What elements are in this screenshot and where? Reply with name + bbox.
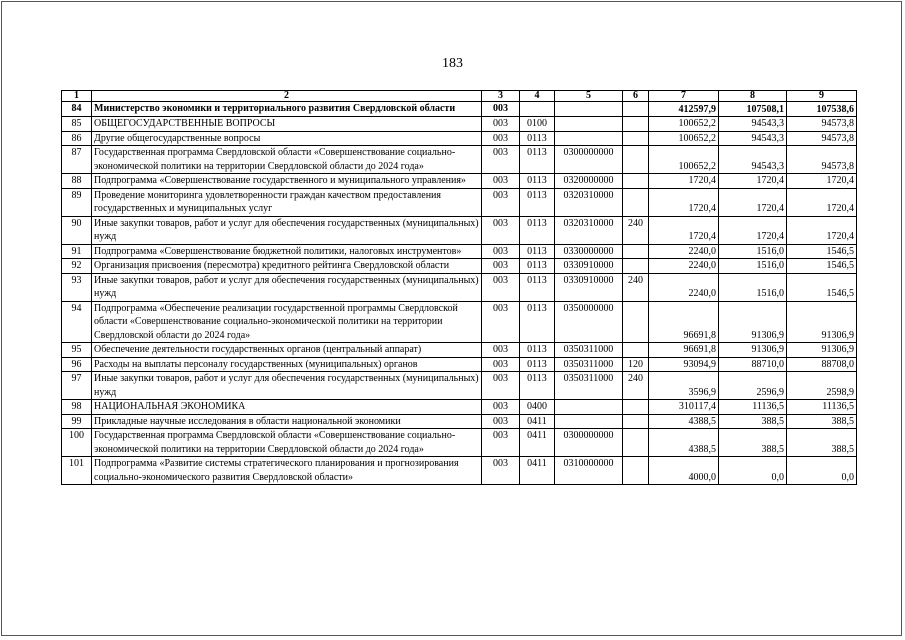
column-header: 6: [623, 91, 649, 102]
row-name: Подпрограмма «Развитие системы стратегического планирования и прогнозирования социально-экономического развития Свердловской области»: [92, 457, 482, 485]
target-article-code: 0330000000: [555, 244, 623, 259]
section-code: 0411: [520, 429, 555, 457]
row-number: 97: [62, 372, 92, 400]
table-row: [62, 188, 857, 216]
amount-col-9: 1720,4: [787, 174, 857, 189]
expense-type-code: [623, 457, 649, 485]
section-code: 0113: [520, 244, 555, 259]
amount-col-7: 1720,4: [649, 216, 719, 244]
expense-type-code: [623, 414, 649, 429]
row-name: Другие общегосударственные вопросы: [92, 131, 482, 146]
expense-type-code: 240: [623, 216, 649, 244]
row-number: 92: [62, 259, 92, 274]
chapter-code: 003: [482, 457, 520, 485]
column-header: 3: [482, 91, 520, 102]
row-name: Государственная программа Свердловской области «Совершенствование социально-экономической политики на территории Свердловской области до 2024 года»: [92, 429, 482, 457]
amount-col-7: 2240,0: [649, 244, 719, 259]
section-code: 0400: [520, 400, 555, 415]
chapter-code: 003: [482, 216, 520, 244]
amount-col-7: 4388,5: [649, 429, 719, 457]
table-row: [62, 146, 857, 174]
target-article-code: 0300000000: [555, 429, 623, 457]
row-number: 84: [62, 102, 92, 117]
row-number: 93: [62, 273, 92, 301]
amount-col-9: 88708,0: [787, 357, 857, 372]
amount-col-8: 1720,4: [719, 188, 787, 216]
row-name: Иные закупки товаров, работ и услуг для обеспечения государственных (муниципальных) нужд: [92, 273, 482, 301]
chapter-code: 003: [482, 372, 520, 400]
amount-col-8: 11136,5: [719, 400, 787, 415]
chapter-code: 003: [482, 117, 520, 132]
row-number: 100: [62, 429, 92, 457]
table-row: [62, 372, 857, 400]
amount-col-8: 1516,0: [719, 259, 787, 274]
target-article-code: 0330910000: [555, 273, 623, 301]
amount-col-8: 94543,3: [719, 131, 787, 146]
amount-col-9: 94573,8: [787, 117, 857, 132]
row-number: 95: [62, 343, 92, 358]
row-name: Иные закупки товаров, работ и услуг для обеспечения государственных (муниципальных) нужд: [92, 216, 482, 244]
column-header: 1: [62, 91, 92, 102]
section-code: 0411: [520, 414, 555, 429]
target-article-code: 0320000000: [555, 174, 623, 189]
table-row: [62, 273, 857, 301]
chapter-code: 003: [482, 131, 520, 146]
amount-col-7: 100652,2: [649, 131, 719, 146]
table-row: [62, 216, 857, 244]
column-header: 8: [719, 91, 787, 102]
amount-col-7: 96691,8: [649, 301, 719, 343]
chapter-code: 003: [482, 414, 520, 429]
amount-col-8: 91306,9: [719, 301, 787, 343]
target-article-code: 0350311000: [555, 372, 623, 400]
amount-col-8: 388,5: [719, 429, 787, 457]
expense-type-code: [623, 301, 649, 343]
row-number: 91: [62, 244, 92, 259]
row-name: Расходы на выплаты персоналу государственных (муниципальных) органов: [92, 357, 482, 372]
amount-col-8: 0,0: [719, 457, 787, 485]
target-article-code: 0310000000: [555, 457, 623, 485]
row-number: 96: [62, 357, 92, 372]
row-name: Подпрограмма «Совершенствование бюджетной политики, налоговых инструментов»: [92, 244, 482, 259]
amount-col-9: 91306,9: [787, 301, 857, 343]
amount-col-8: 1720,4: [719, 174, 787, 189]
amount-col-7: 1720,4: [649, 174, 719, 189]
row-number: 86: [62, 131, 92, 146]
section-code: 0113: [520, 174, 555, 189]
amount-col-9: 1720,4: [787, 188, 857, 216]
table-row: [62, 102, 857, 117]
table-row: [62, 457, 857, 485]
row-number: 101: [62, 457, 92, 485]
amount-col-8: 2596,9: [719, 372, 787, 400]
column-header: 9: [787, 91, 857, 102]
row-name: ОБЩЕГОСУДАРСТВЕННЫЕ ВОПРОСЫ: [92, 117, 482, 132]
target-article-code: 0350000000: [555, 301, 623, 343]
amount-col-7: 4000,0: [649, 457, 719, 485]
chapter-code: 003: [482, 400, 520, 415]
amount-col-9: 107538,6: [787, 102, 857, 117]
amount-col-7: 4388,5: [649, 414, 719, 429]
row-number: 89: [62, 188, 92, 216]
chapter-code: 003: [482, 244, 520, 259]
table-row: [62, 414, 857, 429]
section-code: 0113: [520, 372, 555, 400]
expense-type-code: [623, 146, 649, 174]
row-number: 94: [62, 301, 92, 343]
target-article-code: [555, 414, 623, 429]
amount-col-7: 2240,0: [649, 259, 719, 274]
section-code: 0113: [520, 131, 555, 146]
amount-col-7: 310117,4: [649, 400, 719, 415]
target-article-code: 0350311000: [555, 357, 623, 372]
expense-type-code: [623, 102, 649, 117]
table-row: [62, 429, 857, 457]
section-code: 0113: [520, 357, 555, 372]
amount-col-9: 94573,8: [787, 131, 857, 146]
chapter-code: 003: [482, 343, 520, 358]
row-number: 85: [62, 117, 92, 132]
target-article-code: 0330910000: [555, 259, 623, 274]
section-code: 0411: [520, 457, 555, 485]
column-header: 5: [555, 91, 623, 102]
amount-col-8: 91306,9: [719, 343, 787, 358]
column-header: 7: [649, 91, 719, 102]
section-code: 0100: [520, 117, 555, 132]
amount-col-7: 412597,9: [649, 102, 719, 117]
table-row: [62, 259, 857, 274]
expense-type-code: [623, 400, 649, 415]
expense-type-code: [623, 259, 649, 274]
section-code: [520, 102, 555, 117]
section-code: 0113: [520, 301, 555, 343]
row-name: Подпрограмма «Обеспечение реализации государственной программы Свердловской области «Совершенствование социально-экономической политики на территории Свердловской области до 2024 года»: [92, 301, 482, 343]
row-name: Министерство экономики и территориального развития Свердловской области: [92, 102, 482, 117]
row-name: Иные закупки товаров, работ и услуг для обеспечения государственных (муниципальных) нужд: [92, 372, 482, 400]
column-header: 2: [92, 91, 482, 102]
expense-type-code: [623, 244, 649, 259]
row-name: Прикладные научные исследования в области национальной экономики: [92, 414, 482, 429]
amount-col-9: 1546,5: [787, 259, 857, 274]
row-number: 87: [62, 146, 92, 174]
row-name: Государственная программа Свердловской области «Совершенствование социально-экономической политики на территории Свердловской области до 2024 года»: [92, 146, 482, 174]
target-article-code: [555, 131, 623, 146]
table-row: [62, 400, 857, 415]
amount-col-8: 88710,0: [719, 357, 787, 372]
expense-type-code: 240: [623, 372, 649, 400]
amount-col-7: 1720,4: [649, 188, 719, 216]
table-row: [62, 244, 857, 259]
row-number: 88: [62, 174, 92, 189]
table-row: [62, 357, 857, 372]
target-article-code: 0320310000: [555, 216, 623, 244]
target-article-code: [555, 117, 623, 132]
chapter-code: 003: [482, 301, 520, 343]
amount-col-8: 1720,4: [719, 216, 787, 244]
table-row: [62, 131, 857, 146]
amount-col-8: 1516,0: [719, 244, 787, 259]
expense-type-code: 120: [623, 357, 649, 372]
amount-col-7: 93094,9: [649, 357, 719, 372]
amount-col-9: 0,0: [787, 457, 857, 485]
target-article-code: [555, 400, 623, 415]
amount-col-9: 388,5: [787, 429, 857, 457]
row-number: 90: [62, 216, 92, 244]
target-article-code: 0300000000: [555, 146, 623, 174]
header-row: [62, 91, 857, 102]
amount-col-7: 2240,0: [649, 273, 719, 301]
amount-col-8: 388,5: [719, 414, 787, 429]
amount-col-8: 94543,3: [719, 117, 787, 132]
amount-col-9: 1546,5: [787, 244, 857, 259]
row-number: 98: [62, 400, 92, 415]
amount-col-7: 100652,2: [649, 117, 719, 132]
expense-type-code: [623, 131, 649, 146]
section-code: 0113: [520, 259, 555, 274]
expense-type-code: 240: [623, 273, 649, 301]
target-article-code: 0350311000: [555, 343, 623, 358]
amount-col-8: 107508,1: [719, 102, 787, 117]
amount-col-9: 1546,5: [787, 273, 857, 301]
chapter-code: 003: [482, 357, 520, 372]
expense-type-code: [623, 117, 649, 132]
table-row: [62, 174, 857, 189]
target-article-code: [555, 102, 623, 117]
row-name: Подпрограмма «Совершенствование государственного и муниципального управления»: [92, 174, 482, 189]
amount-col-7: 96691,8: [649, 343, 719, 358]
table-row: [62, 343, 857, 358]
row-name: НАЦИОНАЛЬНАЯ ЭКОНОМИКА: [92, 400, 482, 415]
row-name: Проведение мониторинга удовлетворенности граждан качеством предоставления государственных и муниципальных услуг: [92, 188, 482, 216]
target-article-code: 0320310000: [555, 188, 623, 216]
amount-col-9: 11136,5: [787, 400, 857, 415]
row-name: Организация присвоения (пересмотра) кредитного рейтинга Свердловской области: [92, 259, 482, 274]
expense-type-code: [623, 174, 649, 189]
amount-col-9: 1720,4: [787, 216, 857, 244]
chapter-code: 003: [482, 174, 520, 189]
section-code: 0113: [520, 146, 555, 174]
row-name: Обеспечение деятельности государственных органов (центральный аппарат): [92, 343, 482, 358]
page-number: 183: [442, 56, 463, 71]
amount-col-9: 388,5: [787, 414, 857, 429]
table-row: [62, 117, 857, 132]
expense-type-code: [623, 429, 649, 457]
amount-col-9: 91306,9: [787, 343, 857, 358]
amount-col-7: 100652,2: [649, 146, 719, 174]
section-code: 0113: [520, 188, 555, 216]
section-code: 0113: [520, 343, 555, 358]
expense-type-code: [623, 188, 649, 216]
chapter-code: 003: [482, 429, 520, 457]
amount-col-8: 94543,3: [719, 146, 787, 174]
chapter-code: 003: [482, 146, 520, 174]
budget-table: [61, 90, 857, 485]
section-code: 0113: [520, 216, 555, 244]
row-number: 99: [62, 414, 92, 429]
amount-col-7: 3596,9: [649, 372, 719, 400]
expense-type-code: [623, 343, 649, 358]
chapter-code: 003: [482, 259, 520, 274]
table-row: [62, 301, 857, 343]
amount-col-9: 94573,8: [787, 146, 857, 174]
section-code: 0113: [520, 273, 555, 301]
column-header: 4: [520, 91, 555, 102]
chapter-code: 003: [482, 188, 520, 216]
amount-col-9: 2598,9: [787, 372, 857, 400]
amount-col-8: 1516,0: [719, 273, 787, 301]
chapter-code: 003: [482, 102, 520, 117]
chapter-code: 003: [482, 273, 520, 301]
